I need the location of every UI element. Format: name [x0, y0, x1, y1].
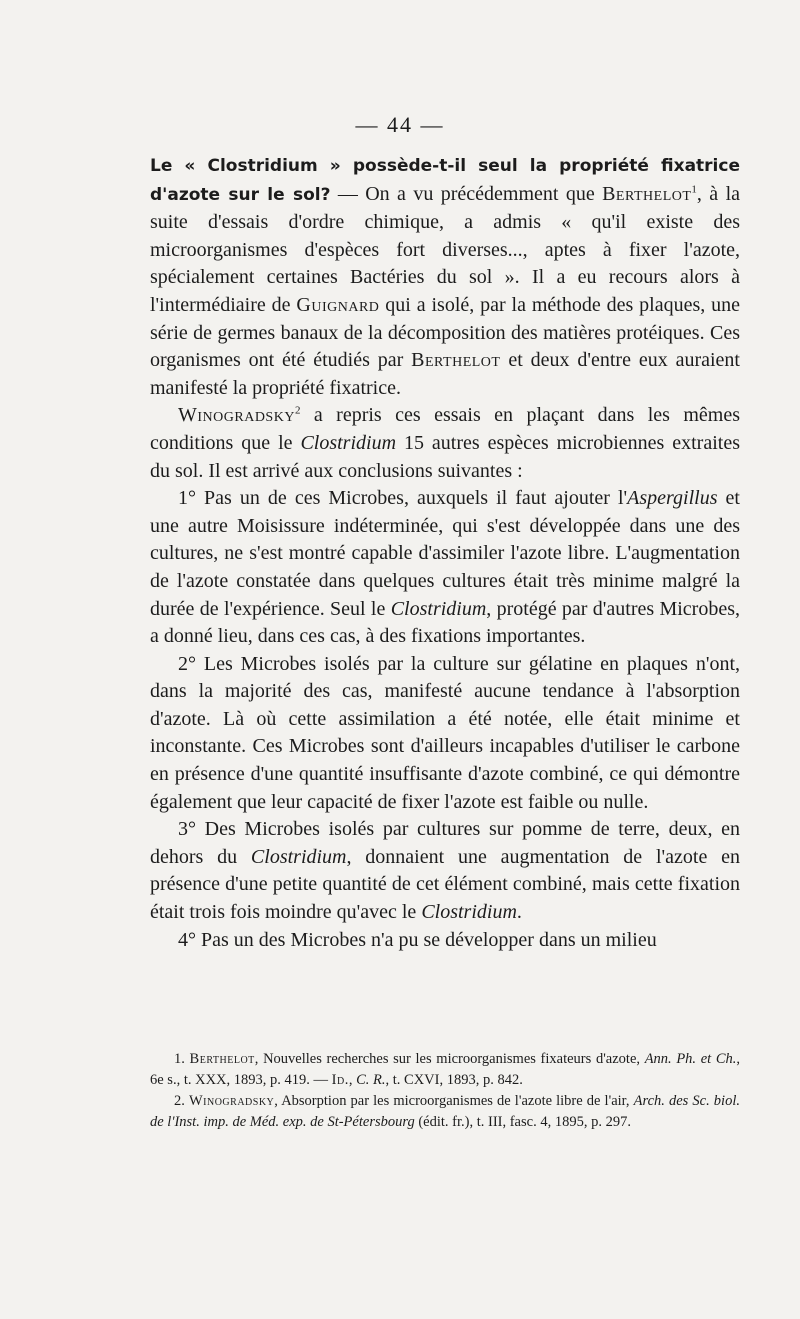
journal-name: C. R. — [356, 1072, 386, 1088]
paragraph-1-text-a: — On a vu précédemment que — [330, 182, 603, 205]
paragraph-3-text-a: 1° Pas un de ces Microbes, auxquels il faut ajouter l' — [178, 487, 628, 510]
taxon-name: Clostridium — [390, 597, 487, 620]
paragraph-4: 2° Les Microbes isolés par la culture sur gélatine en plaques n'ont, dans la majorité des cas, manifesté aucune tendance à l'absorption d'azote. Là où cette assimilation a été notée, elle était minime et inconstante. Ces Microbes sont d'ailleurs incapables d'utiliser le carbone en présence d'une quantité insuffisante d'azote combiné, ce qui démontre également que leur capacité de fixer l'azote est faible ou nulle. — [150, 652, 740, 813]
ibidem: Id. — [331, 1072, 349, 1088]
author-name: Winogradsky — [178, 404, 295, 427]
paragraph-1-text-d: et deux d'entre eux auraient manifesté la propriété fixatrice. — [150, 349, 740, 399]
footnote-2 — [150, 1091, 740, 1133]
footnote-1-text-b: , 6e s., t. XXX, 1893, p. 419. — — [150, 1051, 741, 1088]
paragraph-6: 4° Pas un des Microbes n'a pu se développer dans un milieu — [178, 928, 657, 951]
footnote-2-text-b: (édit. fr.), t. III, fasc. 4, 1895, p. 297. — [414, 1114, 631, 1130]
taxon-name: Aspergillus — [627, 487, 718, 510]
author-name: Berthelot — [411, 349, 501, 372]
paragraph-1-text-c: qui a isolé, par la méthode des plaques, une série de germes banaux de la décomposition des matières protéiques. Ces organismes ont été étudiés par — [150, 293, 740, 372]
taxon-name: Clostridium — [421, 901, 517, 924]
paragraph-5 — [150, 816, 740, 926]
paragraph-2-text-a: a repris ces essais en plaçant dans les mêmes conditions que le — [150, 404, 740, 454]
section-heading: Le « Clostridium » possède-t-il seul la propriété fixatrice d'azote sur le sol? — [150, 156, 740, 205]
paragraph-1 — [150, 152, 740, 402]
footnote-ref-1: 1 — [691, 182, 697, 195]
footnote-number: 2. — [174, 1093, 189, 1109]
paragraph-2 — [150, 402, 740, 485]
footnote-1-text-d: , t. CXVI, 1893, p. 842. — [385, 1072, 523, 1088]
journal-name: Arch. des Sc. biol. de l'Inst. imp. de Méd. exp. de St-Pétersbourg — [150, 1093, 740, 1130]
page-number: — 44 — — [355, 112, 445, 137]
paragraph-1-text-b: , à la suite d'essais d'ordre chimique, a admis « qu'il existe des microorganismes d'espèces fort diverses..., aptes à fixer l'azote, spécialement certaines Bactéries du sol ». Il a eu recours alors à l'intermédiaire de — [150, 182, 741, 316]
taxon-name: Clostridium — [300, 431, 397, 454]
paragraph-5-text-a: 3° Des Microbes isolés par cultures sur pomme de terre, deux, en dehors du — [150, 818, 740, 868]
footnote-1-text-a: , Nouvelles recherches sur les microorganismes fixateurs d'azote, — [254, 1051, 645, 1067]
author-name: Winogradsky — [188, 1093, 275, 1109]
paragraph-3-text-c: , protégé par d'autres Microbes, a donné lieu, dans ces cas, à des fixations importantes. — [150, 597, 741, 648]
author-name: Berthelot — [189, 1051, 255, 1067]
footnote-ref-2: 2 — [294, 404, 301, 417]
footnotes — [150, 1049, 740, 1133]
author-name: Guignard — [296, 293, 380, 316]
paragraph-3 — [150, 485, 740, 651]
footnote-1-text-c: , — [348, 1072, 357, 1088]
paragraph-5-text-b: , donnaient une augmentation de l'azote en présence d'une petite quantité de cet élément combiné, mais cette fixation était trois fois moindre qu'avec le — [150, 845, 740, 924]
paragraph-5-text-c: . — [516, 901, 522, 924]
main-text — [150, 152, 740, 954]
footnote-number: 1. — [174, 1051, 190, 1067]
footnote-2-text-a: , Absorption par les microorganismes de l'azote libre de l'air, — [274, 1093, 634, 1109]
author-name: Berthelot — [602, 182, 692, 205]
paragraph-3-text-b: et une autre Moisissure indéterminée, qui s'est développée dans une des cultures, ne s'est montré capable d'assimiler l'azote libre. L'augmentation de l'azote constatée dans quelques cultures était très minime malgré la durée de l'expérience. Seul le — [150, 487, 740, 620]
footnote-1 — [150, 1049, 740, 1091]
taxon-name: Clostridium — [250, 845, 347, 868]
journal-name: Ann. Ph. et Ch. — [644, 1051, 737, 1067]
paragraph-2-text-b: 15 autres espèces microbiennes extraites du sol. Il est arrivé aux conclusions suivantes : — [150, 431, 740, 482]
